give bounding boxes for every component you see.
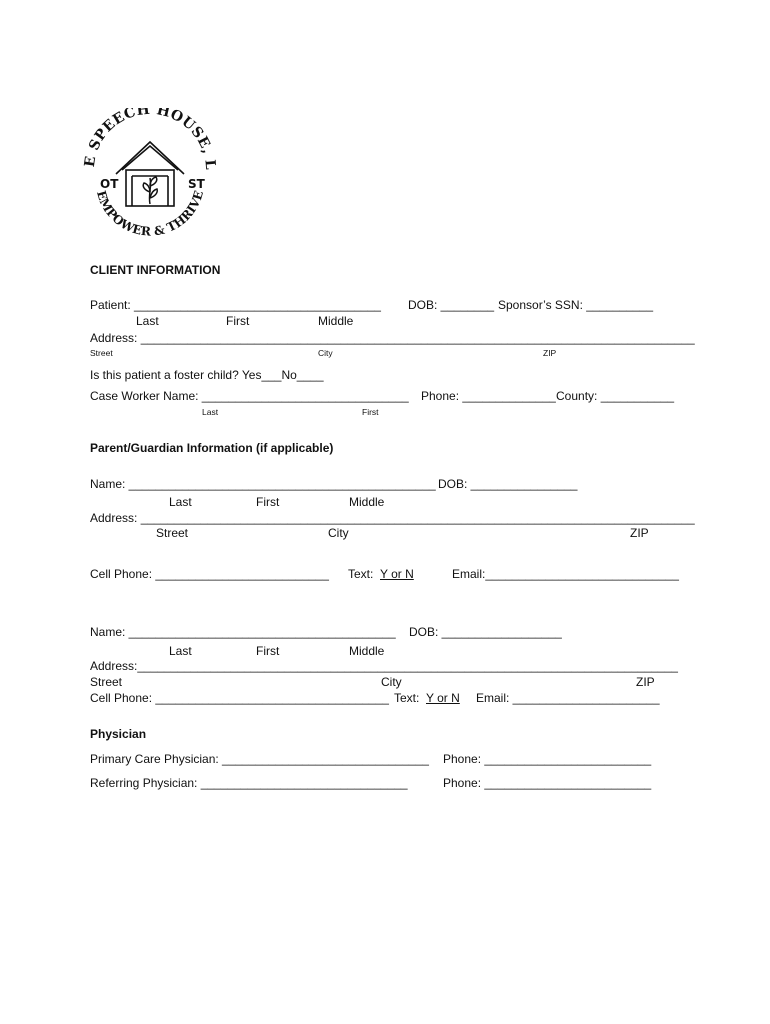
svg-text:ST: ST [188,177,205,191]
guardian2-middle-label: Middle [349,644,385,658]
guardian1-address-field[interactable]: Address: ___________________________________________________________________________________ [90,511,695,525]
guardian1-zip-label: ZIP [630,526,649,540]
patient-street-label: Street [90,348,113,358]
guardian1-cell-phone-field[interactable]: Cell Phone: __________________________ [90,567,329,581]
guardian1-city-label: City [328,526,349,540]
guardian2-name-field[interactable]: Name: ________________________________________ [90,625,396,639]
guardian1-email-field[interactable]: Email:_____________________________ [452,567,679,581]
referring-physician-phone-field[interactable]: Phone: _________________________ [443,776,652,790]
case-worker-first-label: First [362,407,379,417]
sponsor-ssn-field[interactable]: Sponsor’s SSN: __________ [498,298,654,312]
patient-address-field[interactable]: Address: ___________________________________________________________________________________ [90,331,695,345]
guardian1-last-label: Last [169,495,192,509]
case-worker-phone-field[interactable]: Phone: ______________ [421,389,556,403]
patient-city-label: City [318,348,333,358]
referring-physician-field[interactable]: Referring Physician: _______________________________ [90,776,408,790]
guardian2-city-label: City [381,675,402,689]
guardian2-last-label: Last [169,644,192,658]
foster-child-field[interactable]: Is this patient a foster child? Yes___No____ [90,368,324,382]
guardian2-street-label: Street [90,675,123,689]
physician-heading: Physician [90,727,147,741]
guardian1-dob-field[interactable]: DOB: ________________ [438,477,578,491]
speech-house-logo-graphic [80,108,220,248]
patient-dob-field[interactable]: DOB: ________ [408,298,495,312]
company-logo [80,108,220,248]
client-info-heading: CLIENT INFORMATION [90,263,221,277]
svg-text:EMPOWER & THRIVE: EMPOWER & THRIVE [93,189,207,239]
guardian2-address-field[interactable]: Address:_________________________________________________________________________________ [90,659,678,673]
patient-middle-label: Middle [318,314,354,328]
guardian1-middle-label: Middle [349,495,385,509]
guardian1-text-label: Text: [348,567,374,581]
guardian1-name-field[interactable]: Name: ______________________________________________ [90,477,436,491]
primary-physician-phone-field[interactable]: Phone: _________________________ [443,752,652,766]
guardian2-dob-field[interactable]: DOB: __________________ [409,625,562,639]
guardian1-text-choice[interactable]: Y or N [380,567,414,581]
guardian2-email-field[interactable]: Email: ______________________ [476,691,660,705]
guardian1-first-label: First [256,495,280,509]
case-worker-name-field[interactable]: Case Worker Name: _______________________________ [90,389,409,403]
svg-text:OT: OT [100,177,119,191]
guardian2-text-label: Text: [394,691,420,705]
case-worker-last-label: Last [202,407,219,417]
patient-first-label: First [226,314,250,328]
primary-physician-field[interactable]: Primary Care Physician: _______________________________ [90,752,429,766]
guardian2-text-choice[interactable]: Y or N [426,691,460,705]
svg-text:THE SPEECH HOUSE, LLC: E SPEECH HOUSE, L [81,108,219,171]
patient-last-label: Last [136,314,159,328]
guardian2-zip-label: ZIP [636,675,655,689]
patient-name-field[interactable]: Patient: _____________________________________ [90,298,381,312]
case-worker-county-field[interactable]: County: ___________ [556,389,675,403]
guardian1-street-label: Street [156,526,189,540]
patient-zip-label: ZIP [543,348,557,358]
guardian-info-heading: Parent/Guardian Information (if applicable) [90,441,334,455]
guardian2-first-label: First [256,644,280,658]
guardian2-cell-phone-field[interactable]: Cell Phone: ___________________________________ [90,691,389,705]
